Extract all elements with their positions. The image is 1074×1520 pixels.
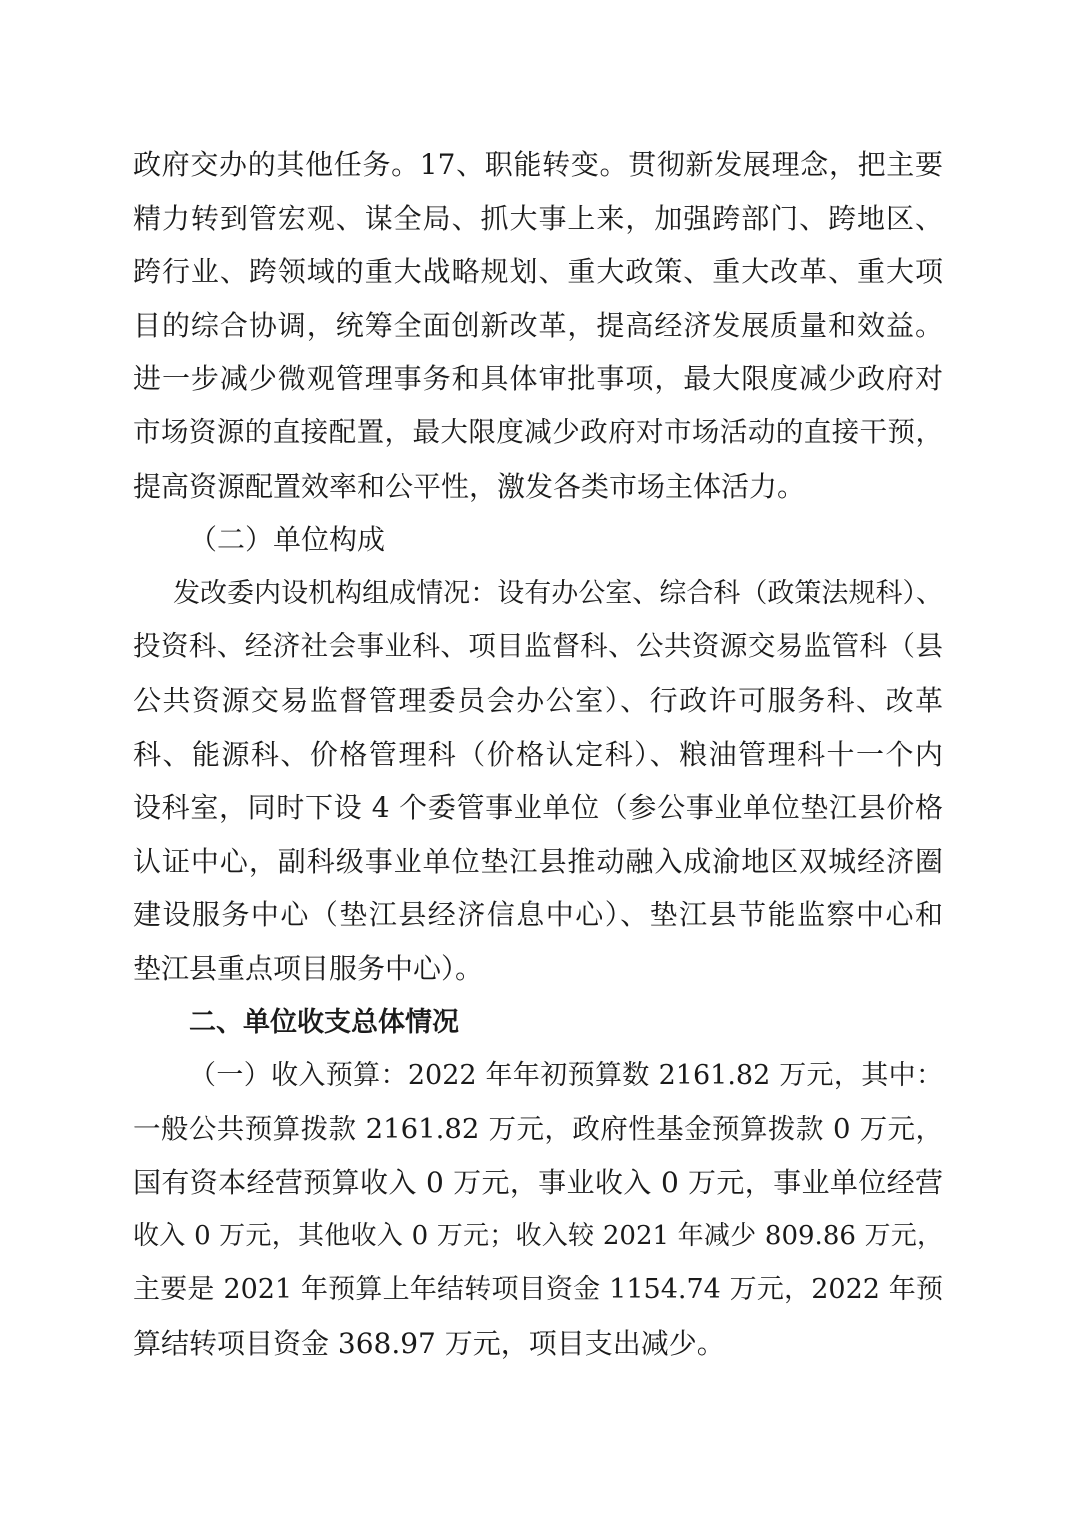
section-heading: 二、单位收支总体情况 — [189, 1006, 459, 1038]
paragraph-line: （一）收入预算：2022 年年初预算数 2161.82 万元，其中： — [189, 1060, 943, 1092]
paragraph-line: 进一步减少微观管理事务和具体审批事项，最大限度减少政府对 — [133, 362, 943, 396]
paragraph-line: 精力转到管宏观、谋全局、抓大事上来，加强跨部门、跨地区、 — [133, 201, 943, 235]
paragraph-line: 目的综合协调，统筹全面创新改革，提高经济发展质量和效益。 — [133, 308, 943, 342]
paragraph-line: 一般公共预算拨款 2161.82 万元，政府性基金预算拨款 0 万元， — [133, 1112, 943, 1145]
paragraph-line: 建设服务中心（垫江县经济信息中心）、垫江县节能监察中心和 — [133, 898, 943, 932]
paragraph-line: 收入 0 万元，其他收入 0 万元；收入较 2021 年减少 809.86 万元， — [133, 1220, 943, 1251]
paragraph-line: 投资科、经济社会事业科、项目监督科、公共资源交易监管科（县 — [133, 630, 943, 663]
paragraph-line: 跨行业、跨领域的重大战略规划、重大政策、重大改革、重大项 — [133, 255, 943, 289]
paragraph-line: 主要是 2021 年预算上年结转项目资金 1154.74 万元，2022 年预 — [133, 1274, 943, 1306]
paragraph-line: 科、能源科、价格管理科（价格认定科）、粮油管理科十一个内 — [133, 737, 943, 771]
paragraph-line: 提高资源配置效率和公平性，激发各类市场主体活力。 — [133, 469, 806, 503]
paragraph-line: 国有资本经营预算收入 0 万元，事业收入 0 万元，事业单位经营 — [133, 1166, 943, 1200]
paragraph-line: 垫江县重点项目服务中心）。 — [133, 951, 484, 985]
paragraph-line: 政府交办的其他任务。17、职能转变。贯彻新发展理念，把主要 — [133, 148, 943, 181]
paragraph-line: 市场资源的直接配置，最大限度减少政府对市场活动的直接干预， — [133, 415, 943, 448]
paragraph-line: 认证中心，副科级事业单位垫江县推动融入成渝地区双城经济圈 — [133, 844, 943, 878]
paragraph-line: 设科室，同时下设 4 个委管事业单位（参公事业单位垫江县价格 — [133, 791, 943, 825]
section-heading: （二）单位构成 — [189, 523, 386, 557]
document-body — [133, 138, 943, 1371]
paragraph-line: 算结转项目资金 368.97 万元，项目支出减少。 — [133, 1327, 725, 1361]
paragraph-line: 发改委内设机构组成情况：设有办公室、综合科（政策法规科）、 — [173, 577, 943, 609]
paragraph-line: 公共资源交易监督管理委员会办公室）、行政许可服务科、改革 — [133, 683, 943, 717]
